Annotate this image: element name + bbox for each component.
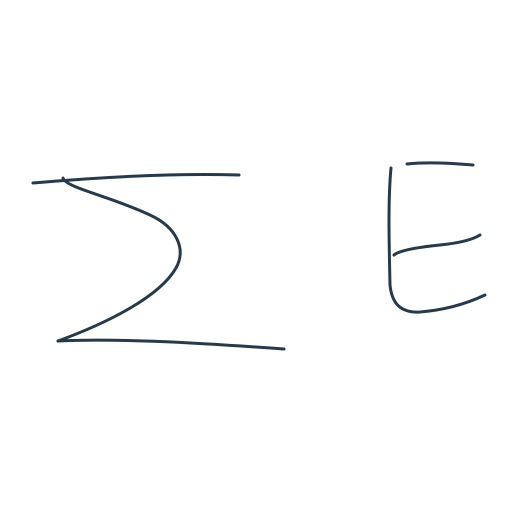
e-middle-bar-stroke <box>394 235 480 255</box>
e-top-bar-stroke <box>407 163 473 165</box>
sigma-middle-stroke <box>58 178 180 341</box>
sigma-symbol <box>33 175 284 349</box>
sigma-bottom-stroke <box>58 340 284 349</box>
e-symbol <box>389 163 485 312</box>
